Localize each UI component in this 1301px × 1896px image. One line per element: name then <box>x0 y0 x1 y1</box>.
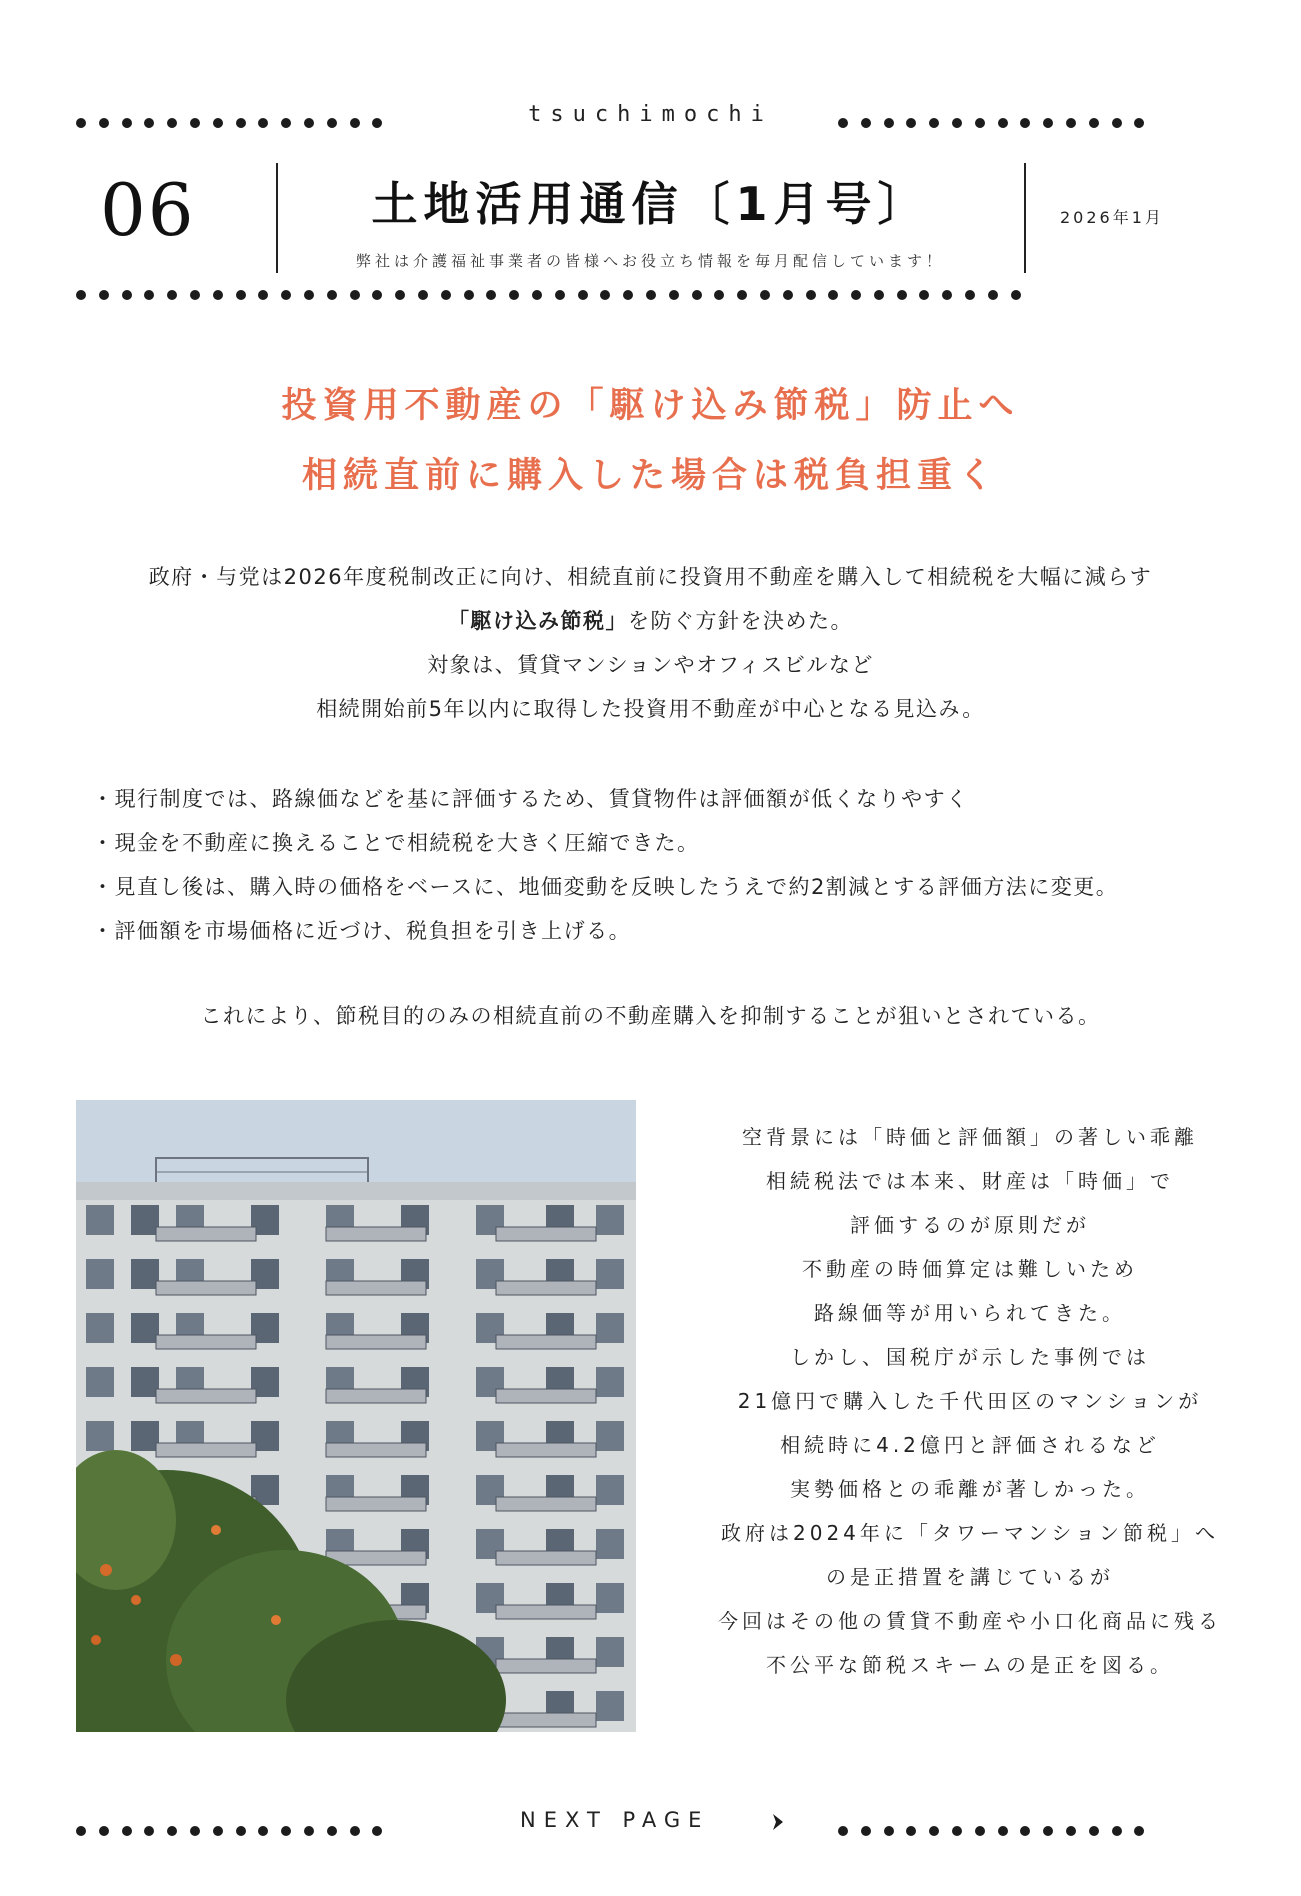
bullet-list <box>92 777 1292 953</box>
dot <box>236 1826 246 1836</box>
newsletter-subtitle: 弊社は介護福祉事業者の皆様へお役立ち情報を毎月配信しています！ <box>355 252 945 270</box>
dot <box>99 1826 109 1836</box>
dot <box>76 1826 86 1836</box>
dot <box>144 290 154 300</box>
side-column-text <box>660 1115 1280 1687</box>
dot <box>897 290 907 300</box>
side-line: 政府は2024年に「タワーマンション節税」へ <box>721 1521 1219 1545</box>
dot <box>372 1826 382 1836</box>
dot <box>874 290 884 300</box>
side-line: 相続時に4.2億円と評価されるなど <box>780 1433 1160 1457</box>
footer-dots-left <box>76 1826 395 1838</box>
side-line: 不動産の時価算定は難しいため <box>802 1257 1138 1281</box>
dot <box>760 290 770 300</box>
dot <box>646 290 656 300</box>
dot <box>327 1826 337 1836</box>
intro-line-2-rest: を防ぐ方針を決めた。 <box>628 609 853 633</box>
dot <box>737 290 747 300</box>
dot <box>190 290 200 300</box>
dot <box>1066 1826 1076 1836</box>
side-line: 相続税法では本来、財産は「時価」で <box>766 1169 1174 1193</box>
dot <box>975 1826 985 1836</box>
issue-number: 06 <box>100 168 196 252</box>
dot <box>236 290 246 300</box>
dot <box>578 290 588 300</box>
headline-line-1: 投資用不動産の「駆け込み節税」防止へ <box>281 386 1020 426</box>
dot <box>692 290 702 300</box>
side-line: 今回はその他の賃貸不動産や小口化商品に残る <box>718 1609 1222 1633</box>
dot <box>167 290 177 300</box>
dot <box>190 1826 200 1836</box>
dot <box>861 1826 871 1836</box>
side-line: 空背景には「時価と評価額」の著しい乖離 <box>742 1125 1198 1149</box>
brand-name: tsuchimochi <box>528 102 773 127</box>
side-line: 評価するのが原則だが <box>850 1213 1090 1237</box>
dot <box>99 290 109 300</box>
dot <box>1112 1826 1122 1836</box>
dot <box>714 290 724 300</box>
dot <box>509 290 519 300</box>
newsletter-title: 土地活用通信〔1月号〕 <box>371 177 930 231</box>
intro-line-2 <box>0 599 1301 643</box>
dot <box>919 290 929 300</box>
dot <box>464 290 474 300</box>
dot <box>213 290 223 300</box>
side-line: 路線価等が用いられてきた。 <box>814 1301 1126 1325</box>
dot <box>952 1826 962 1836</box>
dot <box>441 290 451 300</box>
intro-keyword: 「駆け込み節税」 <box>448 609 628 633</box>
dot <box>304 1826 314 1836</box>
dot <box>623 290 633 300</box>
next-page-link[interactable]: NEXT PAGE <box>520 1808 710 1832</box>
dot <box>884 1826 894 1836</box>
dot <box>828 290 838 300</box>
dot <box>806 290 816 300</box>
dot <box>122 1826 132 1836</box>
bullet-item: ・現金を不動産に換えることで相続税を大きく圧縮できた。 <box>92 831 700 855</box>
dot <box>600 290 610 300</box>
closing-statement: これにより、節税目的のみの相続直前の不動産購入を抑制することが狙いとされている。 <box>200 1004 1101 1028</box>
intro-line-3: 対象は、賃貸マンションやオフィスビルなど <box>427 653 874 677</box>
side-line: の是正措置を講じているが <box>826 1565 1114 1589</box>
header-bottom-dots <box>76 290 1033 302</box>
dot <box>965 290 975 300</box>
dot <box>76 290 86 300</box>
dot <box>418 290 428 300</box>
apartment-building-photo <box>76 1100 636 1732</box>
dot <box>1043 1826 1053 1836</box>
dot <box>851 290 861 300</box>
dot <box>304 290 314 300</box>
dot <box>998 1826 1008 1836</box>
dot <box>555 290 565 300</box>
dot <box>783 290 793 300</box>
divider-right <box>1024 163 1026 273</box>
dot <box>669 290 679 300</box>
dot <box>281 1826 291 1836</box>
dot <box>372 290 382 300</box>
bullet-item: ・評価額を市場価格に近づけ、税負担を引き上げる。 <box>92 919 632 943</box>
arrow-right-icon[interactable] <box>770 1812 786 1832</box>
dot <box>988 290 998 300</box>
bullet-item: ・見直し後は、購入時の価格をベースに、地価変動を反映したうえで約2割減とする評価方法に変更。 <box>92 875 1119 899</box>
dot <box>1134 1826 1144 1836</box>
dot <box>1011 290 1021 300</box>
footer-dots-right <box>838 1826 1157 1838</box>
dot <box>281 290 291 300</box>
intro-line-4: 相続開始前5年以内に取得した投資用不動産が中心となる見込み。 <box>316 697 985 721</box>
side-line: 21億円で購入した千代田区のマンションが <box>737 1389 1203 1413</box>
intro-line-1: 政府・与党は2026年度税制改正に向け、相続直前に投資用不動産を購入して相続税を大幅に減らす <box>148 565 1153 589</box>
dot <box>942 290 952 300</box>
dot <box>327 290 337 300</box>
dot <box>122 290 132 300</box>
dot <box>486 290 496 300</box>
dot <box>532 290 542 300</box>
bullet-item: ・現行制度では、路線価などを基に評価するため、賃貸物件は評価額が低くなりやすく <box>92 787 969 811</box>
side-line: 実勢価格との乖離が著しかった。 <box>790 1477 1150 1501</box>
headline-line-2: 相続直前に購入した場合は税負担重く <box>301 456 999 496</box>
dot <box>167 1826 177 1836</box>
dot <box>906 1826 916 1836</box>
dot <box>144 1826 154 1836</box>
dot <box>350 1826 360 1836</box>
dot <box>1089 1826 1099 1836</box>
dot <box>213 1826 223 1836</box>
issue-date: 2026年1月 <box>1060 208 1164 227</box>
dot <box>395 290 405 300</box>
side-line: しかし、国税庁が示した事例では <box>790 1345 1150 1369</box>
dot <box>350 290 360 300</box>
side-line: 不公平な節税スキームの是正を図る。 <box>766 1653 1174 1677</box>
dot <box>258 1826 268 1836</box>
dot <box>929 1826 939 1836</box>
dot <box>838 1826 848 1836</box>
dot <box>1020 1826 1030 1836</box>
dot <box>258 290 268 300</box>
